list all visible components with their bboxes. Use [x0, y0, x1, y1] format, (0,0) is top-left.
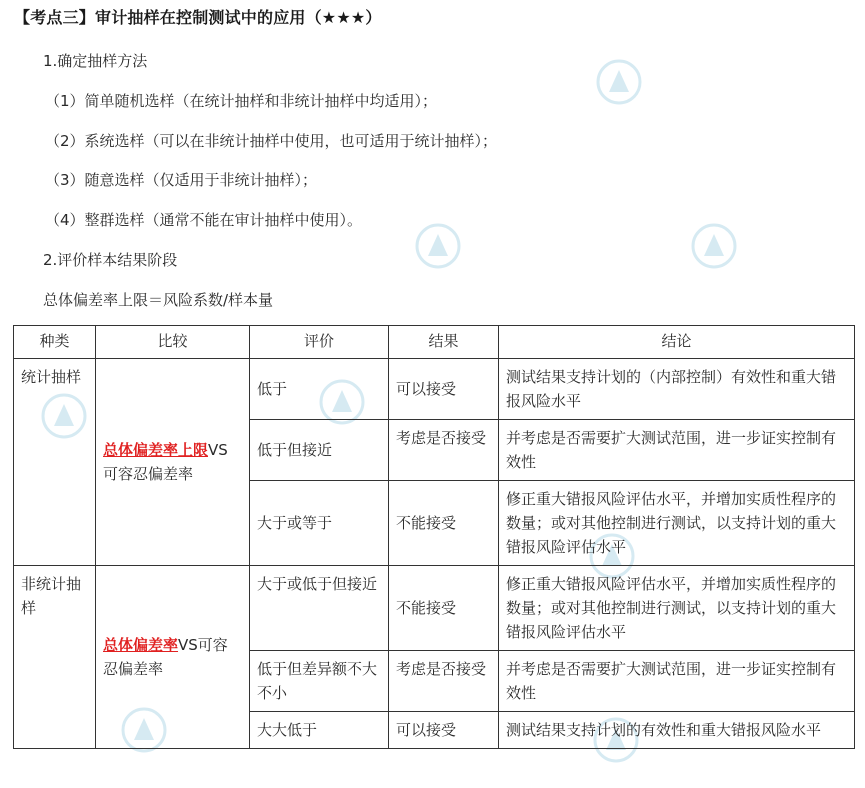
- compare-cell: [96, 359, 250, 566]
- result-cell: 可以接受: [389, 712, 499, 749]
- result-cell: 考虑是否接受: [389, 420, 499, 481]
- watermark-logo-icon: [690, 222, 738, 270]
- section-2-title: 2.评价样本结果阶段: [43, 251, 178, 269]
- result-cell: 不能接受: [389, 481, 499, 566]
- evaluation-table: [13, 325, 855, 749]
- kind-cell: 非统计抽样: [14, 566, 96, 749]
- eval-cell: 大大低于: [250, 712, 389, 749]
- method-item-3: （3）随意选样（仅适用于非统计抽样）；: [45, 171, 318, 189]
- eval-cell: 低于: [250, 359, 389, 420]
- kind-cell: 统计抽样: [14, 359, 96, 566]
- eval-cell: 大于或低于但接近: [250, 566, 389, 651]
- header-conclusion: 结论: [499, 326, 855, 359]
- method-item-4: （4）整群选样（通常不能在审计抽样中使用）。: [45, 211, 363, 229]
- eval-cell: 低于但接近: [250, 420, 389, 481]
- header-kind: 种类: [14, 326, 96, 359]
- method-item-2: （2）系统选样（可以在非统计抽样中使用，也可适用于统计抽样）；: [45, 132, 498, 150]
- compare-rest: VS可容忍偏差率: [103, 636, 228, 678]
- conclusion-cell: 修正重大错报风险评估水平，并增加实质性程序的数量；或对其他控制进行测试，以支持计划的重大错报风险评估水平: [499, 566, 855, 651]
- conclusion-cell: 测试结果支持计划的（内部控制）有效性和重大错报风险水平: [499, 359, 855, 420]
- result-cell: 可以接受: [389, 359, 499, 420]
- header-result: 结果: [389, 326, 499, 359]
- table-row: [14, 566, 855, 651]
- section-1-title: 1.确定抽样方法: [43, 52, 148, 70]
- conclusion-cell: 测试结果支持计划的有效性和重大错报风险水平: [499, 712, 855, 749]
- header-compare: 比较: [96, 326, 250, 359]
- compare-highlight: 总体偏差率上限: [103, 441, 209, 459]
- page-title: 【考点三】审计抽样在控制测试中的应用（★★★）: [14, 8, 382, 27]
- table-row: [14, 359, 855, 420]
- formula-text: 总体偏差率上限＝风险系数/样本量: [43, 291, 274, 309]
- result-cell: 不能接受: [389, 566, 499, 651]
- conclusion-cell: 并考虑是否需要扩大测试范围，进一步证实控制有效性: [499, 420, 855, 481]
- watermark-logo-icon: [595, 58, 643, 106]
- eval-cell: 低于但差异额不大不小: [250, 651, 389, 712]
- table-header-row: [14, 326, 855, 359]
- method-item-1: （1）简单随机选样（在统计抽样和非统计抽样中均适用）；: [45, 92, 438, 110]
- compare-rest: VS可容忍偏差率: [103, 441, 228, 483]
- conclusion-cell: 修正重大错报风险评估水平，并增加实质性程序的数量；或对其他控制进行测试，以支持计划的重大错报风险评估水平: [499, 481, 855, 566]
- header-eval: 评价: [250, 326, 389, 359]
- compare-cell: [96, 566, 250, 749]
- result-cell: 考虑是否接受: [389, 651, 499, 712]
- watermark-logo-icon: [414, 222, 462, 270]
- eval-cell: 大于或等于: [250, 481, 389, 566]
- conclusion-cell: 并考虑是否需要扩大测试范围，进一步证实控制有效性: [499, 651, 855, 712]
- compare-highlight: 总体偏差率: [103, 636, 179, 654]
